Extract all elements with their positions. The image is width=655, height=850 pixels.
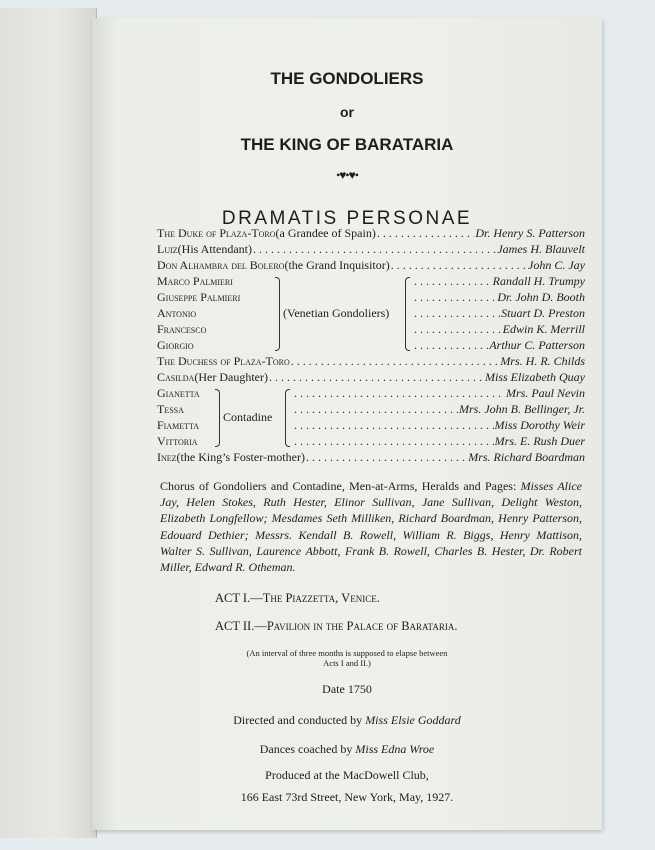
left-brace (215, 389, 220, 447)
role-note: (the Grand Inquisitor) (284, 258, 390, 272)
leader-dots (294, 434, 494, 449)
interval-note-line-2: Acts I and II.) (323, 658, 371, 668)
role-name: Casilda (157, 370, 195, 384)
actor-name: Arthur C. Patterson (489, 338, 585, 352)
role-name: Giorgio (157, 338, 194, 352)
actor-name: Mrs. E. Rush Duer (494, 434, 585, 448)
group-label: Contadine (223, 410, 273, 424)
title-line-1: THE GONDOLIERS (270, 69, 424, 88)
actor-name: Mrs. H. R. Childs (500, 354, 585, 368)
chorus-lead: Chorus of Gondoliers and Contadine, Men-at-Arms, Heralds and Pages: (160, 479, 517, 493)
actor-name: Miss Elizabeth Quay (485, 370, 585, 384)
leader-dots (306, 450, 467, 465)
role-name: Vittoria (157, 434, 198, 448)
directed-line (92, 713, 602, 728)
actor-name: Mrs. Paul Nevin (506, 386, 585, 400)
leader-dots (414, 306, 500, 321)
actor-name: Randall H. Trumpy (492, 274, 585, 288)
choreographer-name: Miss Edna Wroe (355, 742, 435, 756)
date-line: Date 1750 (322, 682, 372, 696)
actor-row (413, 290, 585, 306)
actor-name: John C. Jay (528, 258, 585, 272)
leader-dots (291, 354, 500, 369)
interval-note-line-1: (An interval of three months is supposed to elapse between (246, 648, 448, 658)
actor-name: Edwin K. Merrill (502, 322, 585, 336)
role-name: Marco Palmieri (157, 274, 233, 288)
leader-dots (414, 322, 502, 337)
left-page (0, 8, 97, 838)
actor-row (293, 418, 585, 434)
actor-name: James H. Blauvelt (497, 242, 585, 256)
leader-dots (377, 226, 474, 241)
role-name: Antonio (157, 306, 197, 320)
role-name: Tessa (157, 402, 184, 416)
ornament-divider: •♥•♥• (336, 168, 358, 182)
act-two (215, 619, 457, 634)
director-name: Miss Elsie Goddard (365, 713, 461, 727)
role-name: Don Alhambra del Bolero (157, 258, 285, 272)
leader-dots (414, 290, 496, 305)
cast-row-duchess (157, 354, 585, 370)
leader-dots (294, 402, 458, 417)
role-name: Fiametta (157, 418, 200, 432)
leader-dots (253, 242, 496, 257)
role-name: Gianetta (157, 386, 200, 400)
role-name: Inez (157, 450, 177, 464)
group-label: (Venetian Gondoliers) (283, 306, 390, 320)
cast-row-inez (157, 450, 585, 466)
gondoliers-group (157, 274, 585, 354)
leader-dots (294, 386, 505, 401)
right-brace (285, 389, 290, 447)
title-line-2: or (340, 104, 354, 120)
actor-row (413, 306, 585, 322)
role-note: (a Grandee of Spain) (275, 226, 376, 240)
left-brace (275, 277, 280, 351)
leader-dots (294, 418, 494, 433)
right-brace (405, 277, 410, 351)
cast-row-casilda (157, 370, 585, 386)
act-label: ACT II.— (215, 619, 267, 633)
act-label: ACT I.— (215, 591, 263, 605)
actor-row (413, 322, 585, 338)
role-name: The Duke of Plaza-Toro (157, 226, 276, 240)
actor-name: Mrs. John B. Bellinger, Jr. (459, 402, 585, 416)
role-note: (Her Daughter) (194, 370, 268, 384)
actor-row (293, 434, 585, 450)
directed-prefix: Directed and conducted by (233, 713, 366, 727)
produced-line-1: Produced at the MacDowell Club, (265, 768, 429, 782)
dramatis-personae-heading: DRAMATIS PERSONAE (221, 208, 473, 229)
dances-line (92, 742, 602, 757)
actor-name: Dr. Henry S. Patterson (475, 226, 585, 240)
actor-name: Miss Dorothy Weir (494, 418, 585, 432)
leader-dots (414, 338, 488, 353)
actor-name: Mrs. Richard Boardman (468, 450, 585, 464)
cast-row-luiz (157, 242, 585, 258)
role-name: Giuseppe Palmieri (157, 290, 241, 304)
dances-prefix: Dances coached by (259, 742, 356, 756)
role-name: Francesco (157, 322, 207, 336)
actor-name: Dr. John D. Booth (497, 290, 585, 304)
leader-dots (414, 274, 492, 289)
role-name: Luiz (157, 242, 178, 256)
cast-row-duke (157, 226, 585, 242)
act-one (215, 591, 380, 606)
actor-row (293, 386, 585, 402)
actor-row (293, 402, 585, 418)
produced-line-2: 166 East 73rd Street, New York, May, 1927. (240, 790, 454, 804)
leader-dots (391, 258, 527, 273)
cast-row-alhambra (157, 258, 585, 274)
chorus-names: Misses Alice Jay, Helen Stokes, Ruth Hester, Elinor Sullivan, Jane Sullivan, Delight Weston, Elizabeth Longfellow; Mesdames Seth Milliken, Richard Boardman, Henry Patterson, Edouard Dethier; Messrs. Kendall B. Rowell, William R. Biggs, Henry Mattison, Walter S. Sullivan, Laurence Abbott, Frank B. Rowell, Charles B. Hester, Dr. Robert Miller, Edward R. Otheman. (160, 479, 582, 575)
actor-name: Stuart D. Preston (501, 306, 585, 320)
title-line-3: THE KING OF BARATARIA (240, 135, 454, 154)
contadine-group (157, 386, 585, 450)
role-note: (the King’s Foster-mother) (176, 450, 305, 464)
actor-row (413, 274, 585, 290)
actor-row (413, 338, 585, 354)
leader-dots (269, 370, 484, 385)
act-scene: The Piazzetta, Venice. (262, 591, 380, 605)
act-scene: Pavilion in the Palace of Barataria. (266, 619, 458, 633)
chorus-paragraph (160, 478, 582, 575)
role-name: The Duchess of Plaza-Toro (157, 354, 290, 368)
role-note: (His Attendant) (177, 242, 252, 256)
